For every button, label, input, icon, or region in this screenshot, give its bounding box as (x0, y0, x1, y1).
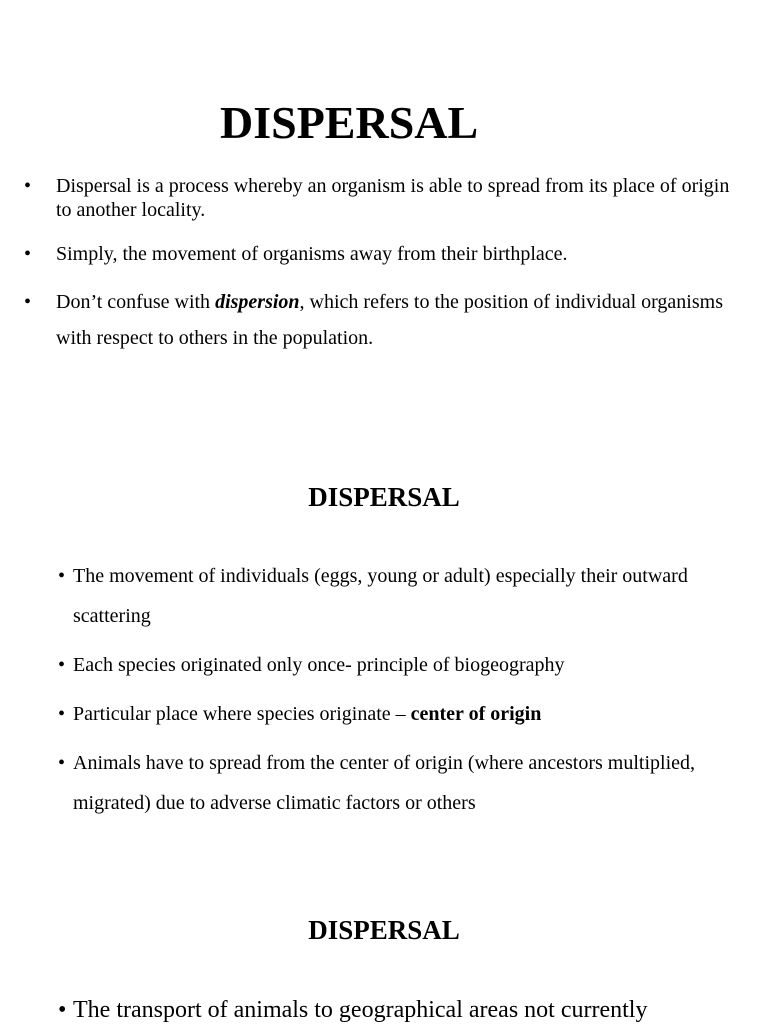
list-item-text: The transport of animals to geographical areas not currently (73, 997, 648, 1023)
list-item (24, 284, 744, 356)
slide-3-bullet-list (58, 994, 748, 1026)
bullet-icon: • (24, 291, 32, 313)
list-item (58, 994, 748, 1026)
slide-1 (0, 0, 768, 400)
list-item-text: Simply, the movement of organisms away from their birthplace. (56, 243, 568, 265)
slide-1-bullet-list (24, 174, 744, 356)
list-item-text: The movement of individuals (eggs, young or adult) especially their outward scattering (73, 565, 688, 627)
bullet-icon: • (24, 175, 32, 197)
bullet-icon: • (58, 654, 66, 676)
slide-1-title: DISPERSAL (220, 96, 479, 148)
list-item-text-after: , which refers to the position of individual organisms with respect to others in the population. (56, 291, 723, 349)
list-item (24, 242, 744, 266)
list-item (58, 694, 748, 734)
list-item-text: Each species originated only once- principle of biogeography (73, 654, 565, 676)
bullet-icon: • (58, 565, 66, 587)
slide-3 (0, 880, 768, 1024)
emphasis-term: center of origin (410, 703, 542, 725)
list-item-text-before: Don’t confuse with (56, 291, 216, 313)
slide-2-bullet-list (58, 556, 748, 823)
bullet-icon: • (58, 997, 67, 1023)
list-item-text: Animals have to spread from the center of origin (where ancestors multiplied, migrated) due to adverse climatic factors or others (73, 752, 696, 814)
bullet-icon: • (58, 752, 66, 774)
list-item (58, 645, 748, 685)
emphasis-term: dispersion (215, 291, 300, 313)
list-item-text-before: Particular place where species originate – (73, 703, 411, 725)
list-item (58, 556, 748, 636)
bullet-icon: • (24, 243, 32, 265)
list-item-text: Dispersal is a process whereby an organism is able to spread from its place of origin to another locality. (56, 175, 730, 221)
bullet-icon: • (58, 703, 66, 725)
list-item (58, 743, 748, 823)
slide-3-title: DISPERSAL (308, 915, 460, 945)
slide-2 (0, 450, 768, 870)
slide-2-title: DISPERSAL (308, 482, 460, 512)
list-item (24, 174, 744, 222)
